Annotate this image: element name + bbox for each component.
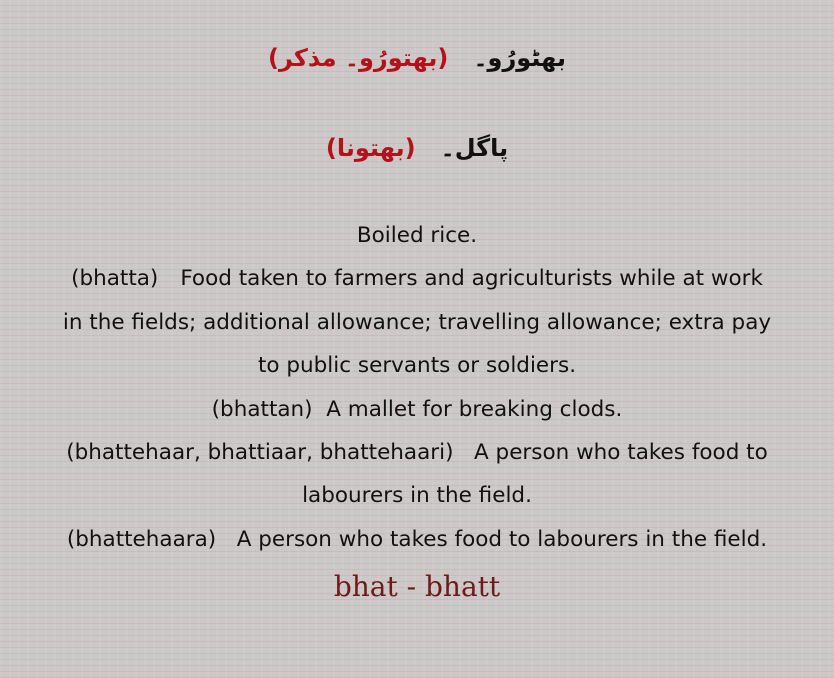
definition-term: (bhattan) — [211, 397, 313, 422]
definition-bhatta-line-1 — [0, 265, 834, 293]
definition-bhattehaara — [0, 526, 834, 554]
definition-bhatta-line-2 — [0, 309, 834, 337]
definition-text: Food taken to farmers and agriculturists while at work — [180, 266, 763, 291]
definition-term: (bhattehaar, bhattiaar, bhattehaari) — [66, 440, 454, 465]
definition-term: (bhattehaara) — [66, 527, 217, 552]
definition-text: A mallet for breaking clods. — [326, 397, 623, 422]
definition-bhattan — [0, 396, 834, 424]
definition-bhatta-line-3 — [0, 352, 834, 380]
urdu-note: (بھتورُو۔ مذکر) — [268, 44, 449, 72]
definition-text: to public servants or soldiers. — [257, 353, 577, 378]
definition-text: in the fields; additional allowance; travelling allowance; extra pay — [62, 310, 772, 335]
definition-boiled-rice — [0, 222, 834, 250]
urdu-heading-line-1 — [0, 44, 834, 72]
definition-text: labourers in the field. — [302, 483, 532, 508]
definition-text: A person who takes food to labourers in the field. — [236, 527, 768, 552]
urdu-word: پاگل۔ — [440, 134, 509, 162]
definition-text: Boiled rice. — [356, 223, 478, 248]
urdu-word: بھٹورُو۔ — [473, 44, 566, 72]
urdu-heading-line-2 — [0, 134, 834, 162]
transliteration-footer: bhat - bhatt — [333, 570, 501, 603]
definition-bhattehaar-line-2 — [0, 482, 834, 510]
definition-text: A person who takes food to — [474, 440, 768, 465]
urdu-note: (بھتونا) — [325, 134, 416, 162]
definition-term: (bhatta) — [71, 266, 159, 291]
definition-bhattehaar-line-1 — [0, 439, 834, 467]
